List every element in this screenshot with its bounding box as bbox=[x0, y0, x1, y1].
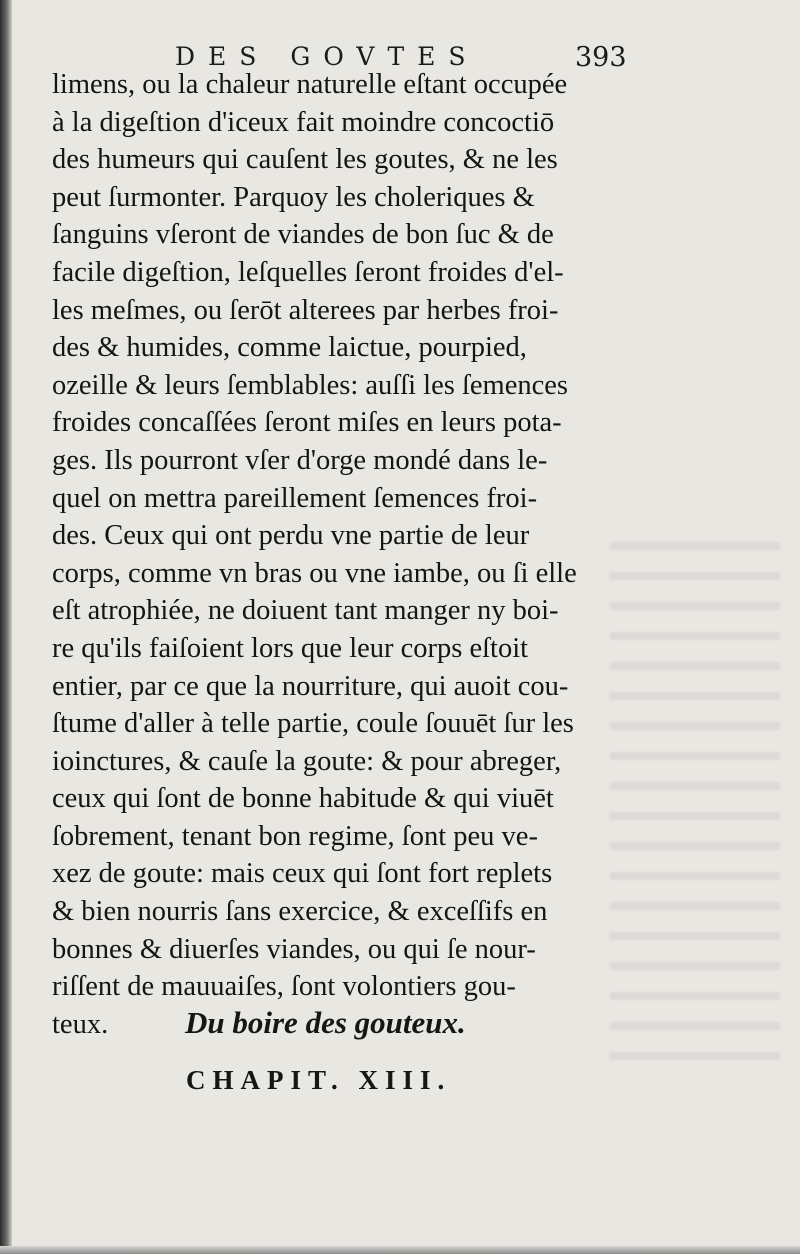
page-number: 393 bbox=[575, 42, 627, 73]
page-bottom-edge bbox=[0, 1246, 800, 1254]
text-line: ſtume d'aller à telle partie, coule ſouuēt ſur les bbox=[52, 708, 574, 740]
text-line: bonnes & diuerſes viandes, ou qui ſe nour- bbox=[52, 933, 536, 965]
text-line: ſobrement, tenant bon regime, ſont peu ve- bbox=[52, 820, 538, 852]
text-line: entier, par ce que la nourriture, qui auoit cou- bbox=[52, 670, 569, 702]
text-line: riſſent de mauuaiſes, ſont volontiers gou- bbox=[52, 971, 516, 1003]
text-line: ioinctures, & cauſe la goute: & pour abreger, bbox=[52, 745, 562, 777]
running-head-title: DES GOVTES bbox=[175, 42, 479, 71]
text-line: re qu'ils faiſoient lors que leur corps eſtoit bbox=[52, 632, 529, 664]
body-text bbox=[52, 66, 640, 1043]
chapter-title: Du boire des gouteux. bbox=[185, 1005, 466, 1040]
page-gutter-shadow bbox=[0, 0, 12, 1254]
text-line: ozeille & leurs ſemblables: auſſi les ſemences bbox=[52, 369, 568, 401]
text-line: peut ſurmonter. Parquoy les choleriques & bbox=[52, 181, 535, 213]
text-line: les meſmes, ou ſerōt alterees par herbes froi- bbox=[52, 294, 559, 326]
text-line: des. Ceux qui ont perdu vne partie de leur bbox=[52, 520, 530, 552]
text-line: des & humides, comme laictue, pourpied, bbox=[52, 332, 527, 364]
text-line: à la digeſtion d'iceux fait moindre concoctiō bbox=[52, 106, 555, 138]
text-line: ſanguins vſeront de viandes de bon ſuc & de bbox=[52, 219, 554, 251]
text-line: xez de goute: mais ceux qui ſont fort replets bbox=[52, 858, 553, 890]
text-line: quel on mettra pareillement ſemences froi- bbox=[52, 482, 538, 514]
text-line: & bien nourris ſans exercice, & exceſſifs en bbox=[52, 896, 548, 928]
chapter-number: CHAPIT. XIII. bbox=[186, 1065, 452, 1095]
text-line: ceux qui ſont de bonne habitude & qui viuēt bbox=[52, 783, 554, 815]
text-line: des humeurs qui cauſent les goutes, & ne les bbox=[52, 144, 558, 176]
text-line: ges. Ils pourront vſer d'orge mondé dans le- bbox=[52, 444, 548, 476]
text-line: froides concaſſées ſeront miſes en leurs pota- bbox=[52, 407, 562, 439]
text-line: teux. bbox=[52, 1008, 109, 1040]
text-line: facile digeſtion, leſquelles ſeront froides d'el- bbox=[52, 256, 564, 288]
text-line: limens, ou la chaleur naturelle eſtant occupée bbox=[52, 69, 568, 100]
text-line: eſt atrophiée, ne doiuent tant manger ny boi- bbox=[52, 595, 559, 627]
text-line: corps, comme vn bras ou vne iambe, ou ſi elle bbox=[52, 557, 577, 589]
